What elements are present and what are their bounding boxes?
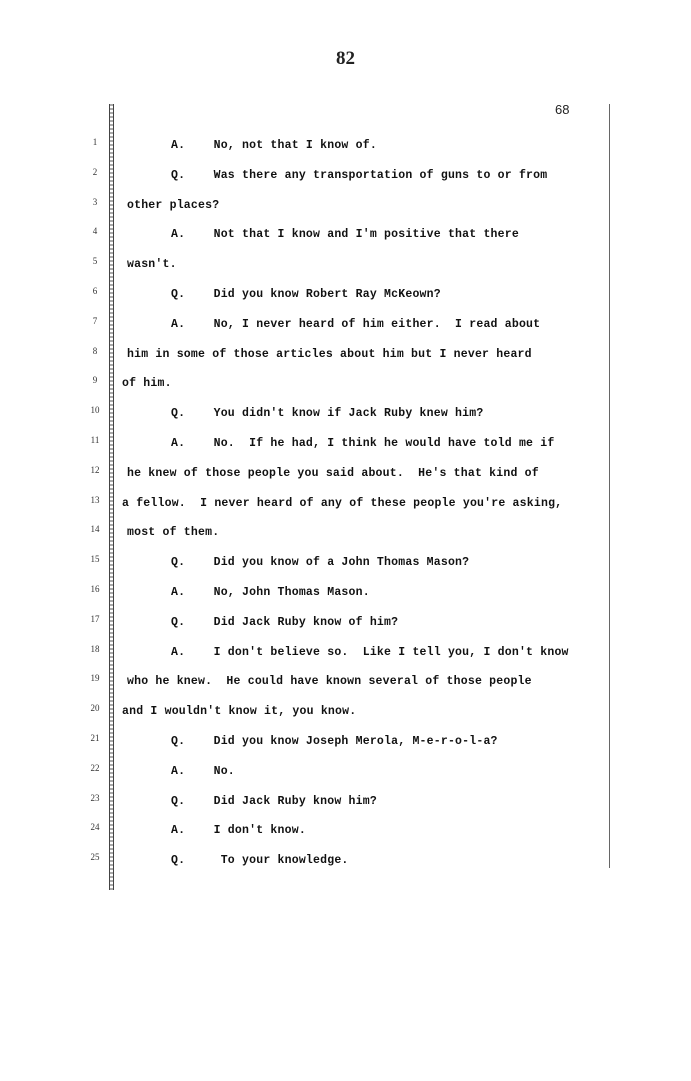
transcript-line (0, 671, 691, 701)
line-text: Q. Did you know of a John Thomas Mason? (171, 556, 470, 570)
line-number: 25 (90, 852, 100, 863)
transcript-line (0, 135, 691, 165)
line-number: 8 (92, 345, 98, 356)
line-text: Q. Did Jack Ruby know of him? (171, 615, 399, 629)
line-text: Q. You didn't know if Jack Ruby knew him? (171, 407, 484, 421)
transcript-line (0, 701, 691, 731)
transcript-line (0, 791, 691, 821)
transcript-line (0, 463, 691, 493)
line-number: 13 (90, 494, 100, 505)
line-number: 14 (90, 524, 100, 535)
line-number: 23 (90, 792, 100, 803)
line-text: A. Not that I know and I'm positive that there (171, 228, 519, 242)
line-number: 24 (90, 822, 100, 833)
line-number: 2 (92, 166, 98, 177)
line-number: 18 (90, 643, 100, 654)
transcript-line (0, 284, 691, 314)
line-text: Q. To your knowledge. (171, 854, 349, 868)
line-text: other places? (127, 198, 220, 212)
transcript-line (0, 612, 691, 642)
line-number: 15 (90, 554, 100, 565)
line-text: a fellow. I never heard of any of these people you're asking, (122, 496, 563, 510)
line-number: 5 (92, 256, 98, 267)
line-number: 6 (92, 285, 98, 296)
transcript-line (0, 254, 691, 284)
transcript-line (0, 761, 691, 791)
transcript-line (0, 224, 691, 254)
transcript-line (0, 552, 691, 582)
transcript-line (0, 344, 691, 374)
transcript-line (0, 195, 691, 225)
line-number: 20 (90, 703, 100, 714)
line-text: A. I don't know. (171, 824, 306, 838)
line-number: 16 (90, 583, 100, 594)
line-text: Q. Did you know Joseph Merola, M-e-r-o-l-a? (171, 734, 498, 748)
line-number: 17 (90, 613, 100, 624)
line-text: Q. Did you know Robert Ray McKeown? (171, 287, 441, 301)
transcript-line (0, 820, 691, 850)
line-number: 21 (90, 732, 100, 743)
transcript-line (0, 403, 691, 433)
transcript-body (0, 135, 691, 895)
line-number: 4 (92, 226, 98, 237)
line-text: wasn't. (127, 258, 177, 272)
page-number: 82 (336, 48, 355, 69)
transcript-line (0, 165, 691, 195)
line-text: A. No. If he had, I think he would have told me if (171, 436, 555, 450)
transcript-page-number: 68 (555, 102, 570, 117)
transcript-line (0, 850, 691, 880)
transcript-line (0, 582, 691, 612)
transcript-line (0, 373, 691, 403)
line-text: Q. Did Jack Ruby know him? (171, 794, 377, 808)
line-text: of him. (122, 377, 172, 391)
line-text: A. No, not that I know of. (171, 139, 377, 152)
line-number: 10 (90, 405, 100, 416)
line-number: 9 (92, 375, 98, 386)
line-text: A. No, I never heard of him either. I read about (171, 317, 541, 331)
transcript-line (0, 642, 691, 672)
transcript-line (0, 314, 691, 344)
line-text: him in some of those articles about him but I never heard (127, 347, 532, 361)
line-number: 12 (90, 464, 100, 475)
line-text: he knew of those people you said about. He's that kind of (127, 466, 539, 480)
line-text: A. I don't believe so. Like I tell you, I don't know (171, 645, 569, 659)
line-text: who he knew. He could have known several of those people (127, 675, 532, 689)
line-number: 19 (90, 673, 100, 684)
line-text: A. No. (171, 764, 235, 778)
line-text: most of them. (127, 526, 220, 540)
line-number: 3 (92, 196, 98, 207)
line-number: 7 (92, 315, 98, 326)
transcript-line (0, 522, 691, 552)
line-number: 11 (90, 434, 100, 445)
transcript-line (0, 731, 691, 761)
line-number: 1 (92, 137, 98, 147)
line-number: 22 (90, 762, 100, 773)
line-text: A. No, John Thomas Mason. (171, 585, 370, 599)
line-text: Q. Was there any transportation of guns to or from (171, 168, 548, 182)
transcript-line (0, 493, 691, 523)
line-text: and I wouldn't know it, you know. (122, 705, 357, 719)
transcript-line (0, 433, 691, 463)
